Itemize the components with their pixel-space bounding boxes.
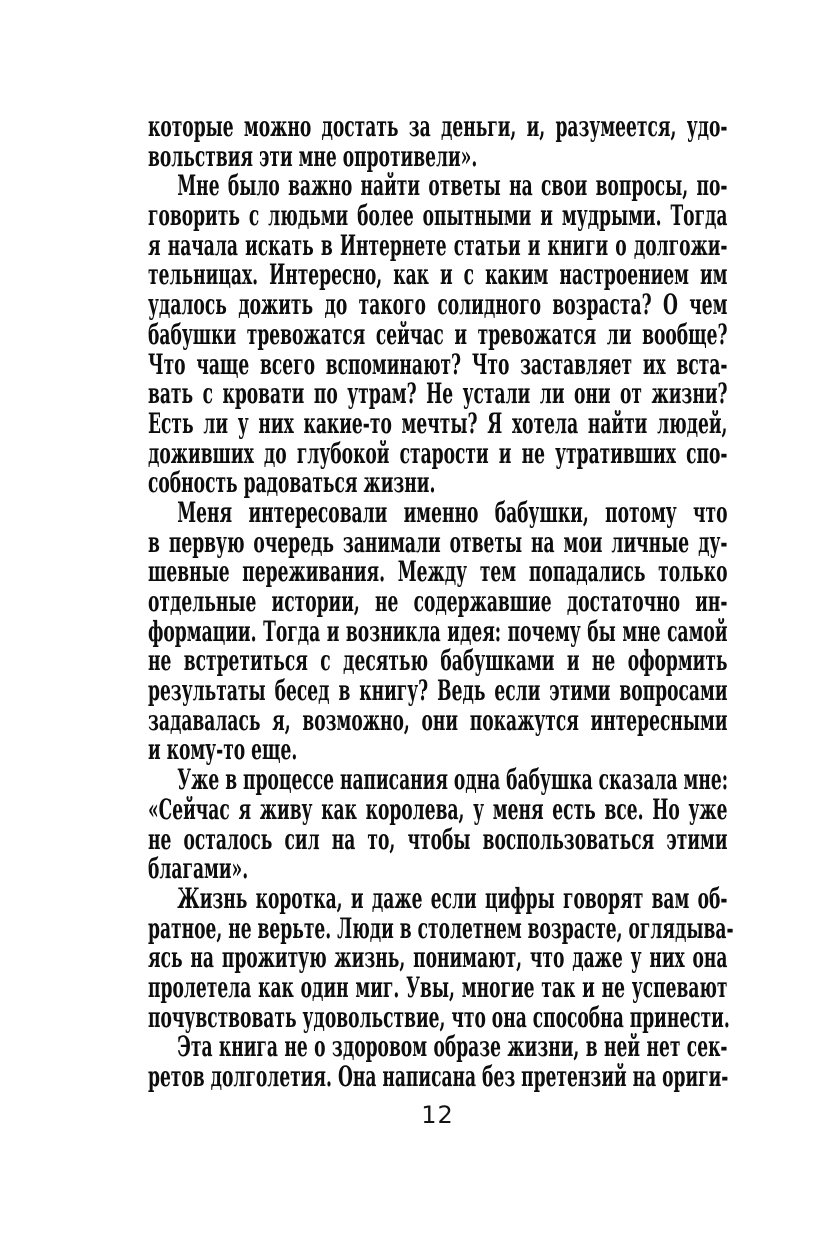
text-line: благами». xyxy=(148,852,249,886)
text-line: и кому-то еще. xyxy=(148,733,298,767)
text-line: Меня интересовали именно бабушки, потому что xyxy=(177,495,728,529)
text-line: Что чаще всего вспоминают? Что заставляет их вста- xyxy=(148,347,728,381)
text-line: отдельные истории, не содержавшие достаточно ин- xyxy=(148,585,728,618)
text-line: Есть ли у них какие-то мечты? Я хотела найти людей, xyxy=(148,406,728,440)
text-line: в первую очередь занимали ответы на мои личные ду- xyxy=(148,525,728,559)
paragraph xyxy=(148,881,734,1034)
text-line: задавалась я, возможно, они покажутся интересными xyxy=(148,703,728,737)
text-line: ретов долголетия. Она написана без претензий на ориги- xyxy=(148,1060,729,1093)
text-line: Эта книга не о здоровом образе жизни, в ней нет сек- xyxy=(177,1030,728,1064)
text-line: почувствовать удовольствие, что она способна принести. xyxy=(148,1000,730,1034)
text-line: не встретиться с десятью бабушками и не оформить xyxy=(148,644,728,678)
text-line: вольствия эти мне опротивели». xyxy=(148,139,478,173)
text-line: шевные переживания. Между тем попадались только xyxy=(148,555,728,589)
text-line: «Сейчас я живу как королева, у меня есть все. Но уже xyxy=(148,792,728,826)
text-line: результаты бесед в книгу? Ведь если этими вопросами xyxy=(148,674,728,708)
text-line: формации. Тогда и возникла идея: почему бы мне самой xyxy=(148,614,728,648)
paragraph xyxy=(148,171,728,498)
text-line: Жизнь коротка, и даже если цифры говорят вам об- xyxy=(177,881,728,915)
text-line: тельницах. Интересно, как и с каким настроением им xyxy=(148,258,728,292)
page-number: 12 xyxy=(421,1101,454,1129)
paragraph xyxy=(148,765,728,884)
text-line: бабушки тревожатся сейчас и тревожатся ли вообще? xyxy=(148,317,728,351)
page-text-block xyxy=(148,110,734,1093)
paragraph xyxy=(148,495,728,767)
text-line: вать с кровати по утрам? Не устали ли они от жизни? xyxy=(148,377,728,411)
paragraph xyxy=(148,112,728,171)
paragraph xyxy=(148,1032,728,1091)
text-line: пролетела как один миг. Увы, многие так и не успевают xyxy=(148,970,728,1004)
text-line: собность радоваться жизни. xyxy=(148,466,436,500)
text-line: ясь на прожитую жизнь, понимают, что даже у них она xyxy=(148,941,728,975)
text-line: Уже в процессе написания одна бабушка сказала мне: xyxy=(177,763,729,797)
text-line: Мне было важно найти ответы на свои вопросы, по- xyxy=(177,169,728,203)
text-line: доживших до глубокой старости и не утративших спо- xyxy=(148,436,728,470)
text-line: удалось дожить до такого солидного возраста? О чем xyxy=(148,288,728,322)
text-line: которые можно достать за деньги, и, разумеется, удо- xyxy=(148,110,728,143)
text-line: ратное, не верьте. Люди в столетнем возрасте, оглядыва- xyxy=(148,911,734,945)
text-line: не осталось сил на то, чтобы воспользоваться этими xyxy=(148,822,728,856)
text-line: я начала искать в Интернете статьи и книги о долгожи- xyxy=(148,228,728,262)
text-line: говорить с людьми более опытными и мудрыми. Тогда xyxy=(148,199,728,233)
